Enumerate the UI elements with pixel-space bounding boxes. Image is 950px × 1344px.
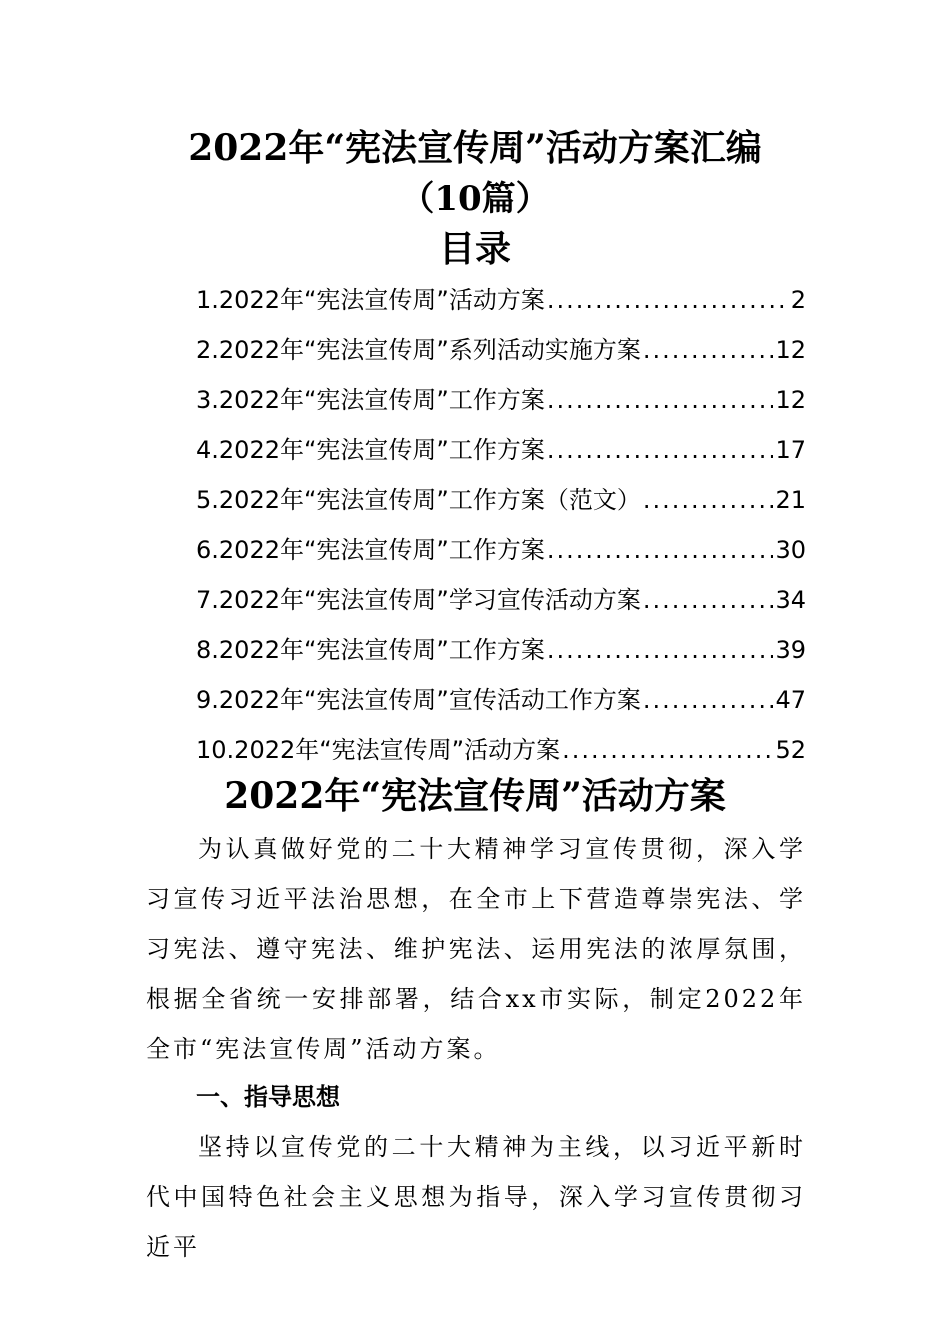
body-paragraph: 坚持以宣传党的二十大精神为主线，以习近平新时代中国特色社会主义思想为指导，深入学习宣传贯彻习近平 [146, 1133, 806, 1261]
toc-item-number: 8. [196, 636, 219, 664]
toc-item-title: 2022年“宪法宣传周”学习宣传活动方案 [218, 586, 641, 614]
toc-item-title: 2022年“宪法宣传周”宣传活动工作方案 [218, 686, 641, 714]
toc-item-title: 2022年“宪法宣传周”工作方案 [218, 636, 545, 664]
toc-item-page: 47 [775, 686, 806, 714]
toc-item-number: 1. [196, 286, 219, 314]
toc-item-number: 5. [196, 486, 219, 514]
toc-item-page: 30 [775, 536, 806, 564]
toc-dot-leader [643, 327, 774, 373]
toc-item-number: 9. [196, 686, 219, 714]
toc-dot-leader [643, 477, 774, 523]
document-subtitle-count: （10篇） [400, 179, 550, 219]
toc-item-title: 2022年“宪法宣传周”工作方案（范文） [218, 486, 641, 514]
toc-dot-leader [547, 627, 774, 673]
section-heading: 一、指导思想 [196, 1083, 340, 1111]
toc-item-number: 4. [196, 436, 219, 464]
toc-dot-leader [643, 677, 774, 723]
toc-item[interactable] [196, 427, 806, 477]
toc-item-title: 2022年“宪法宣传周”活动方案 [234, 736, 561, 764]
toc-item-title: 2022年“宪法宣传周”活动方案 [218, 286, 545, 314]
document-title: 2022年“宪法宣传周”活动方案汇编 [188, 127, 762, 169]
toc-dot-leader [547, 527, 774, 573]
toc-item[interactable] [196, 577, 806, 627]
toc-item-number: 7. [196, 586, 219, 614]
toc-dot-leader [547, 427, 774, 473]
toc-item[interactable] [196, 277, 806, 327]
toc-item-title: 2022年“宪法宣传周”工作方案 [218, 386, 545, 414]
toc-item-page: 12 [775, 386, 806, 414]
toc-item[interactable] [196, 477, 806, 527]
toc-heading: 目录 [438, 228, 511, 270]
toc-item-title: 2022年“宪法宣传周”工作方案 [218, 536, 545, 564]
toc-item-page: 21 [775, 486, 806, 514]
section-title: 2022年“宪法宣传周”活动方案 [224, 775, 726, 817]
toc-dot-leader [643, 577, 774, 623]
toc-item-page: 34 [775, 586, 806, 614]
toc-item-number: 6. [196, 536, 219, 564]
toc-dot-leader [547, 377, 774, 423]
toc-item[interactable] [196, 677, 806, 727]
toc-item-page: 2 [790, 286, 806, 314]
toc-item-number: 3. [196, 386, 219, 414]
toc-item-page: 39 [775, 636, 806, 664]
toc-item[interactable] [196, 527, 806, 577]
toc-item-number: 10. [196, 736, 235, 764]
toc-item-number: 2. [196, 336, 219, 364]
body-paragraph: 为认真做好党的二十大精神学习宣传贯彻，深入学习宣传习近平法治思想，在全市上下营造尊崇宪法、学习宪法、遵守宪法、维护宪法、运用宪法的浓厚氛围，根据全省统一安排部署，结合xx市实际，制定2022年全市“宪法宣传周”活动方案。 [146, 835, 806, 1063]
toc-item-title: 2022年“宪法宣传周”系列活动实施方案 [218, 336, 641, 364]
toc-item-page: 17 [775, 436, 806, 464]
toc-dot-leader [562, 727, 773, 773]
toc-item-title: 2022年“宪法宣传周”工作方案 [218, 436, 545, 464]
toc-item-page: 12 [775, 336, 806, 364]
toc-item[interactable] [196, 327, 806, 377]
toc-item[interactable] [196, 377, 806, 427]
toc-item-page: 52 [775, 736, 806, 764]
table-of-contents [196, 277, 806, 777]
toc-dot-leader [547, 277, 789, 323]
toc-item[interactable] [196, 627, 806, 677]
